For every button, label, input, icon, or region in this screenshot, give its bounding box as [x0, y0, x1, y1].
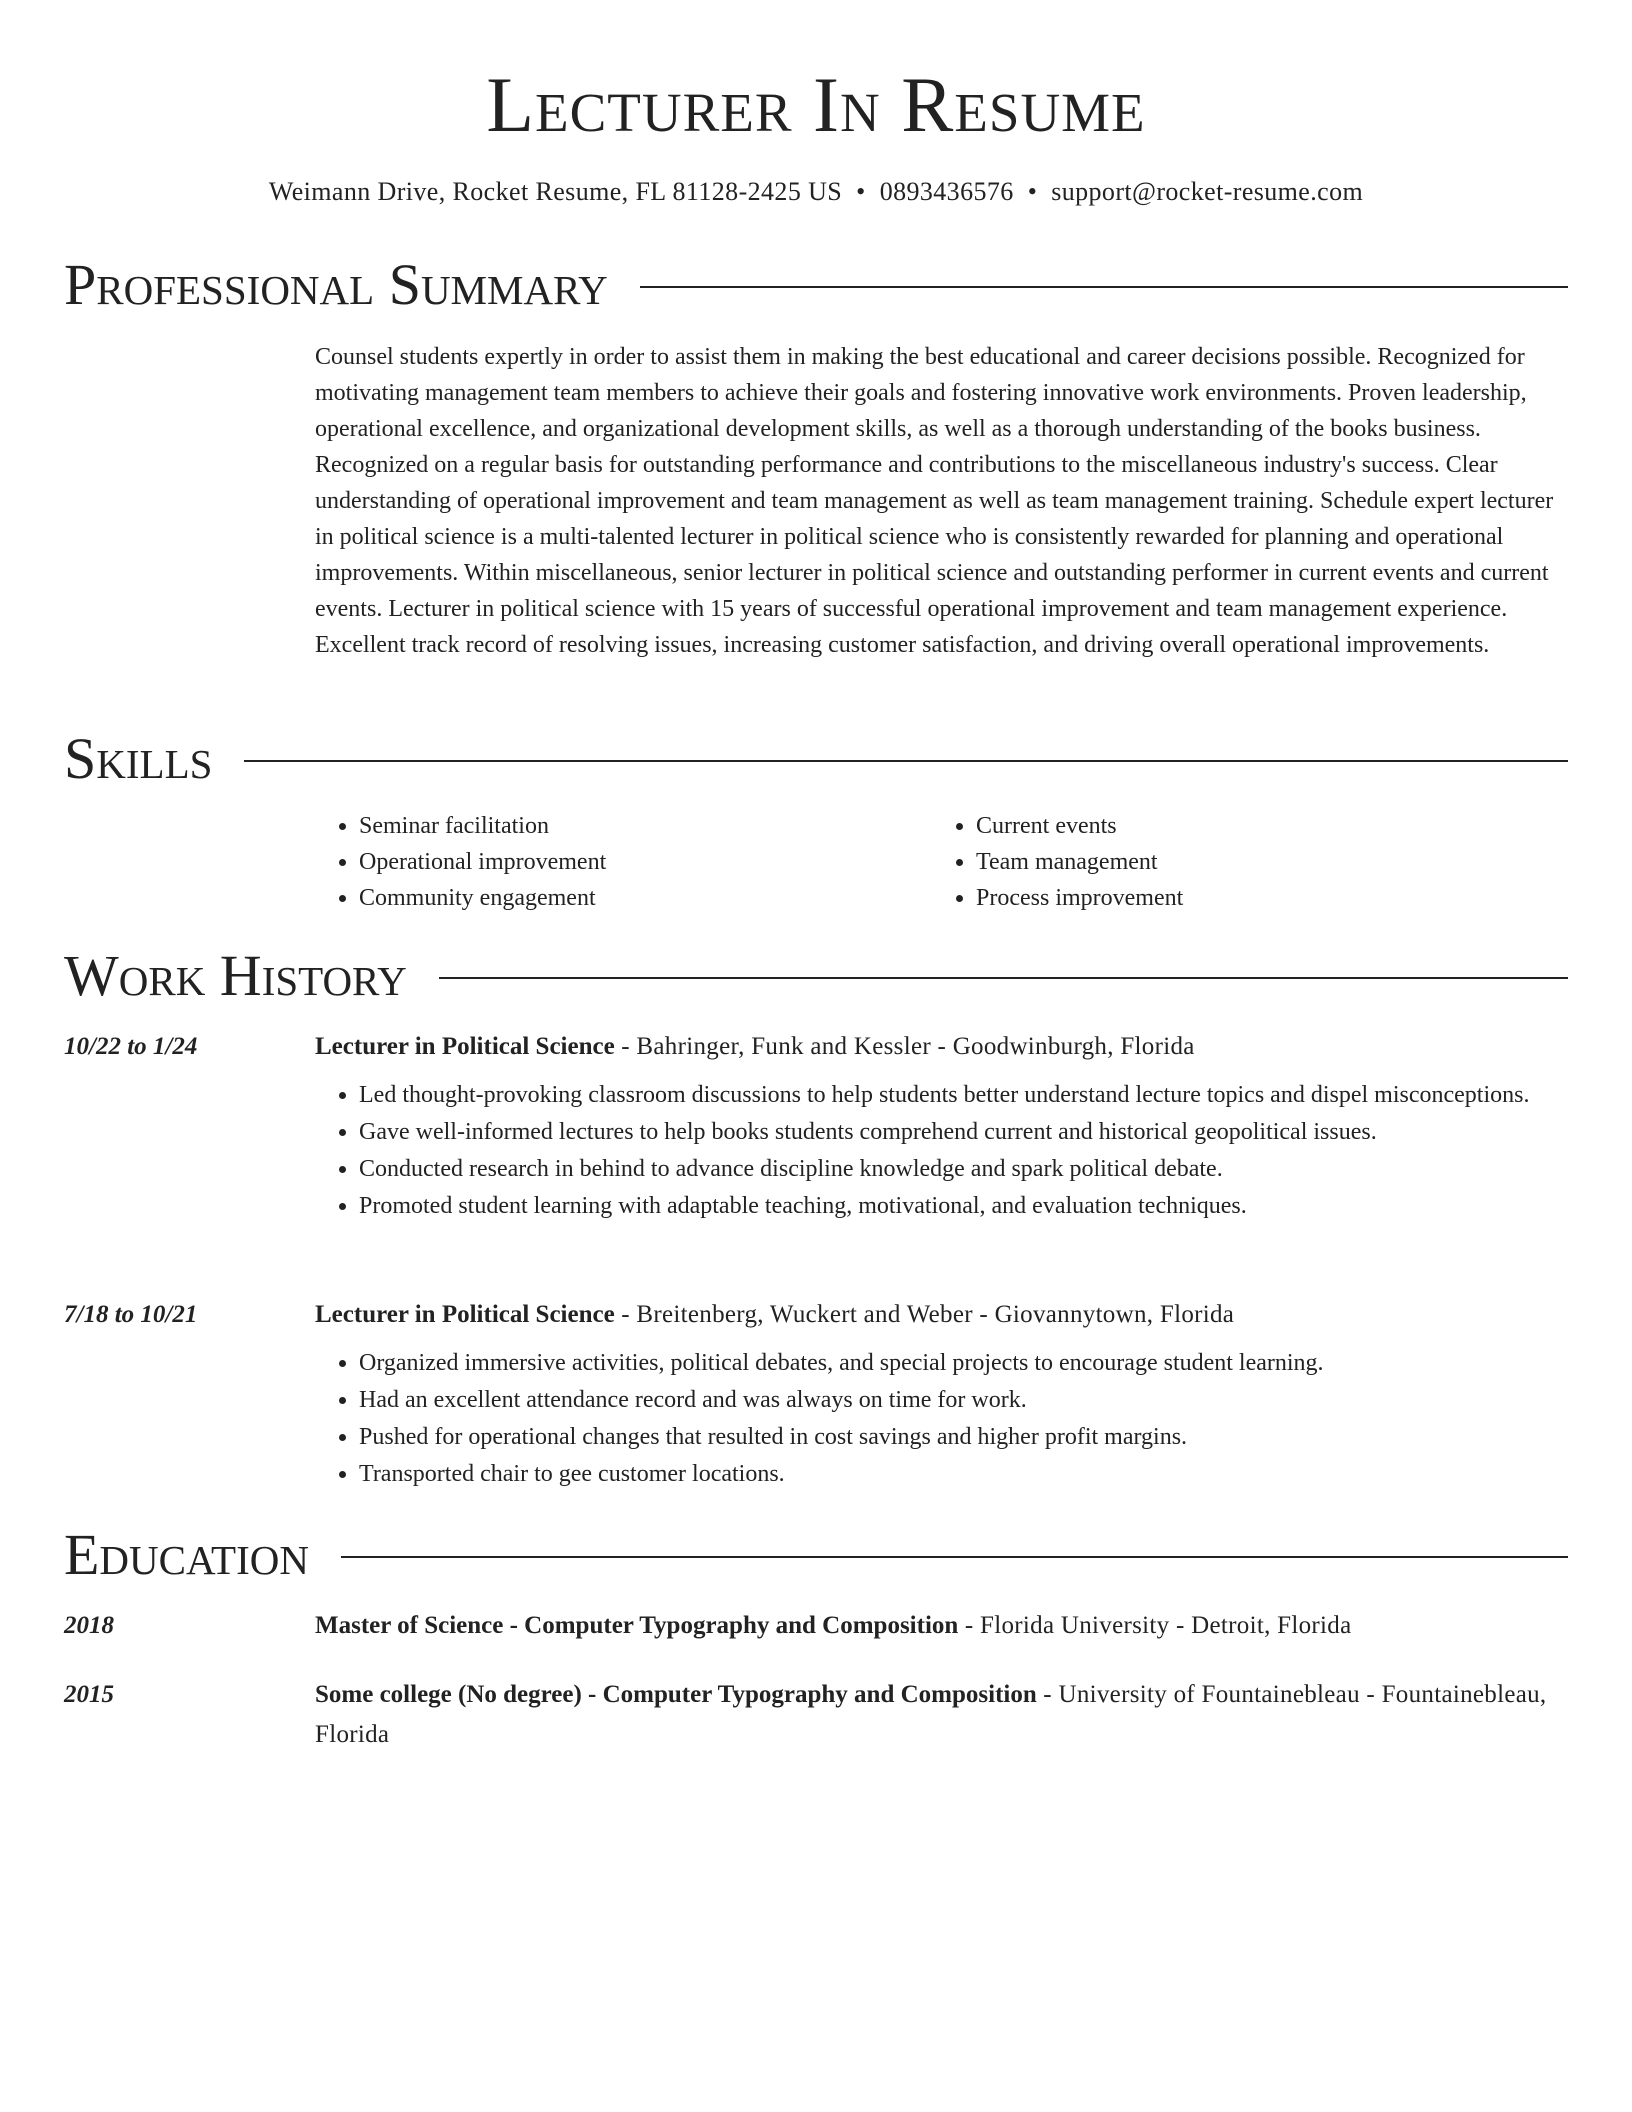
skills-list — [315, 808, 1567, 916]
section-header-work — [64, 944, 1568, 1008]
skill-item: • Seminar facilitation — [359, 808, 932, 844]
job-bullet: • Gave well-informed lectures to help books students comprehend current and historical geopolitical issues. — [359, 1114, 1567, 1151]
contact-separator: • — [1027, 177, 1038, 206]
section-header-skills — [64, 727, 1568, 791]
job-bullet: • Led thought-provoking classroom discussions to help students better understand lecture topics and dispel misconceptions. — [359, 1077, 1567, 1114]
job-bullet: • Had an excellent attendance record and was always on time for work. — [359, 1382, 1567, 1419]
job-title-line — [315, 1295, 1567, 1335]
section-divider — [244, 760, 1568, 762]
skill-item: • Operational improvement — [359, 844, 932, 880]
contact-address: Weimann Drive, Rocket Resume, FL 81128-2425 US — [268, 177, 843, 206]
summary-text: Counsel students expertly in order to assist them in making the best educational and career decisions possible. Recognized for motivating management team members to achieve their goals and fostering innovative work environments. Proven leadership, operational excellence, and organizational development skills, as well as a thorough understanding of the books business. Recognized on a regular basis for outstanding performance and contributions to the miscellaneous industry's success. Clear understanding of operational improvement and team management as well as team management training. Schedule expert lecturer in political science is a multi-talented lecturer in political science who is consistently rewarded for planning and operational improvements. Within miscellaneous, senior lecturer in political science and outstanding performer in current events and current events. Lecturer in political science with 15 years of successful operational improvement and team management experience. Excellent track record of resolving issues, increasing customer satisfaction, and driving overall operational improvements. — [315, 344, 1554, 658]
skill-item: • Process improvement — [976, 880, 1549, 916]
section-title-skills: Skills — [64, 726, 213, 791]
section-divider — [640, 286, 1568, 288]
job-bullet: • Promoted student learning with adaptable teaching, motivational, and evaluation techniques. — [359, 1188, 1567, 1225]
job-bullet: • Organized immersive activities, political debates, and special projects to encourage student learning. — [359, 1345, 1567, 1382]
education-title-line — [315, 1606, 1567, 1646]
section-title-work: Work History — [64, 943, 407, 1008]
resume-name: Lecturer In Resume — [486, 61, 1146, 148]
job-employer: - Breitenberg, Wuckert and Weber - Giovannytown, Florida — [614, 1301, 1235, 1328]
education-title-line — [315, 1675, 1567, 1755]
education-entry — [315, 1675, 1567, 1755]
education-degree: Master of Science - Computer Typography and Composition — [315, 1612, 959, 1639]
job-bullets — [315, 1345, 1567, 1493]
job-dates: 7/18 to 10/21 — [64, 1301, 198, 1328]
education-entry — [315, 1606, 1567, 1646]
job-role: Lecturer in Political Science — [315, 1301, 615, 1328]
job-entry — [315, 1295, 1567, 1493]
section-divider — [341, 1556, 1568, 1558]
skill-item: • Current events — [976, 808, 1549, 844]
skills-column-right — [932, 808, 1549, 916]
job-entry — [315, 1027, 1567, 1225]
job-bullet: • Conducted research in behind to advance discipline knowledge and spark political debate. — [359, 1151, 1567, 1188]
contact-separator: • — [856, 177, 866, 206]
skills-column-left — [315, 808, 932, 916]
contact-line — [0, 175, 1632, 209]
education-year: 2015 — [64, 1681, 114, 1708]
skill-item: • Community engagement — [359, 880, 932, 916]
job-dates: 10/22 to 1/24 — [64, 1033, 198, 1060]
job-bullet: • Transported chair to gee customer locations. — [359, 1456, 1567, 1493]
education-school: - University of Fountainebleau - Fountainebleau, Florida — [315, 1681, 1547, 1748]
section-header-summary — [64, 253, 1568, 317]
contact-phone: 0893436576 — [879, 177, 1014, 206]
job-bullet: • Pushed for operational changes that resulted in cost savings and higher profit margins. — [359, 1419, 1567, 1456]
section-header-education — [64, 1523, 1568, 1587]
section-title-summary: Professional Summary — [64, 252, 608, 317]
education-school: - Florida University - Detroit, Florida — [958, 1612, 1352, 1639]
section-divider — [439, 977, 1568, 979]
contact-email: support@rocket-resume.com — [1051, 177, 1364, 206]
section-title-education: Education — [64, 1522, 309, 1587]
job-role: Lecturer in Political Science — [315, 1033, 615, 1060]
job-employer: - Bahringer, Funk and Kessler - Goodwinburgh, Florida — [614, 1033, 1195, 1060]
job-title-line — [315, 1027, 1567, 1067]
education-degree: Some college (No degree) - Computer Typography and Composition — [315, 1681, 1037, 1708]
job-bullets — [315, 1077, 1567, 1225]
skill-item: • Team management — [976, 844, 1549, 880]
education-year: 2018 — [64, 1612, 114, 1639]
